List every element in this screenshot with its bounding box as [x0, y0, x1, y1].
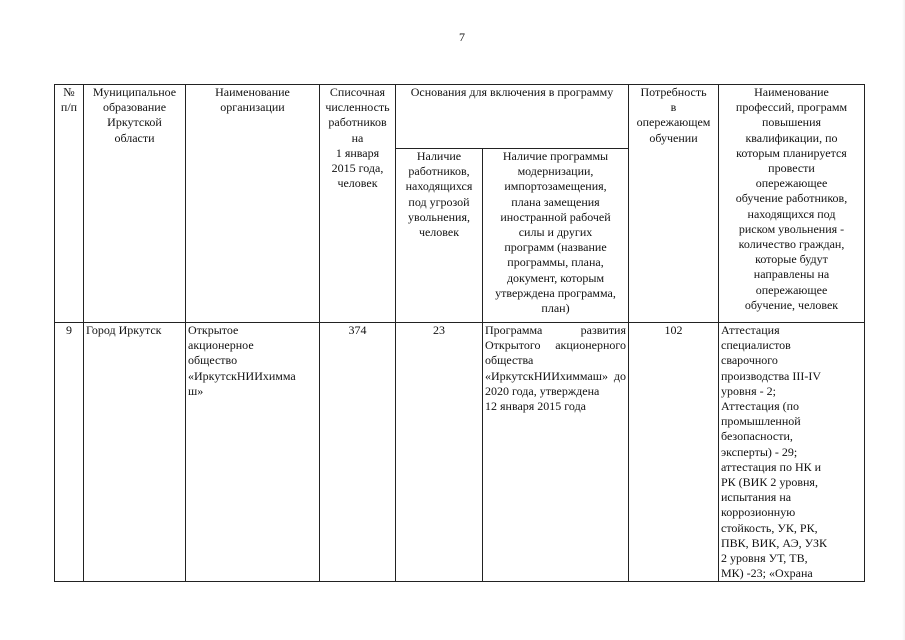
page-number: 7 [459, 30, 465, 44]
cell-workers-at-risk: 23 [396, 323, 483, 582]
cell-municipality: Город Иркутск [84, 323, 186, 582]
header-headcount: Списочная численность работников на 1 января 2015 года, человек [320, 85, 396, 323]
cell-program: Программа развития Открытого акционерного общества «ИркутскНИИхиммаш» до 2020 года, утверждена 12 января 2015 года [483, 323, 629, 582]
table-row [55, 323, 865, 582]
cell-organization: Открытое акционерное общество «ИркутскНИИхимма ш» [186, 323, 320, 582]
header-workers-at-risk: Наличие работников, находящихся под угрозой увольнения, человек [396, 149, 483, 323]
cell-professions: Аттестация специалистов сварочного производства III-IV уровня - 2; Аттестация (по промышленной безопасности, эксперты) - 29; аттестация по НК и РК (ВИК 2 уровня, испытания на коррозионную стойкость, УК, РК, ПВК, ВИК, АЭ, УЗК 2 уровня УТ, ТВ, МК) -23; «Охрана [719, 323, 865, 582]
header-program: Наличие программы модернизации, импортозамещения, плана замещения иностранной рабочей силы и других программ (название программы, плана, документ, которым утверждена программа, план) [483, 149, 629, 323]
header-grounds: Основания для включения в программу [396, 85, 629, 149]
header-organization: Наименование организации [186, 85, 320, 323]
cell-headcount: 374 [320, 323, 396, 582]
header-training-need: Потребность в опережающем обучении [629, 85, 719, 323]
cell-training-need: 102 [629, 323, 719, 582]
header-municipality: Муниципальное образование Иркутской области [84, 85, 186, 323]
cell-number: 9 [55, 323, 84, 582]
header-row [55, 85, 865, 149]
header-professions: Наименование профессий, программ повышения квалификации, по которым планируется провести опережающее обучение работников, находящихся под риском увольнения - количество граждан, которые будут направлены на опережающее обучение, человек [719, 85, 865, 323]
training-program-table [54, 84, 865, 582]
header-number: № п/п [55, 85, 84, 323]
